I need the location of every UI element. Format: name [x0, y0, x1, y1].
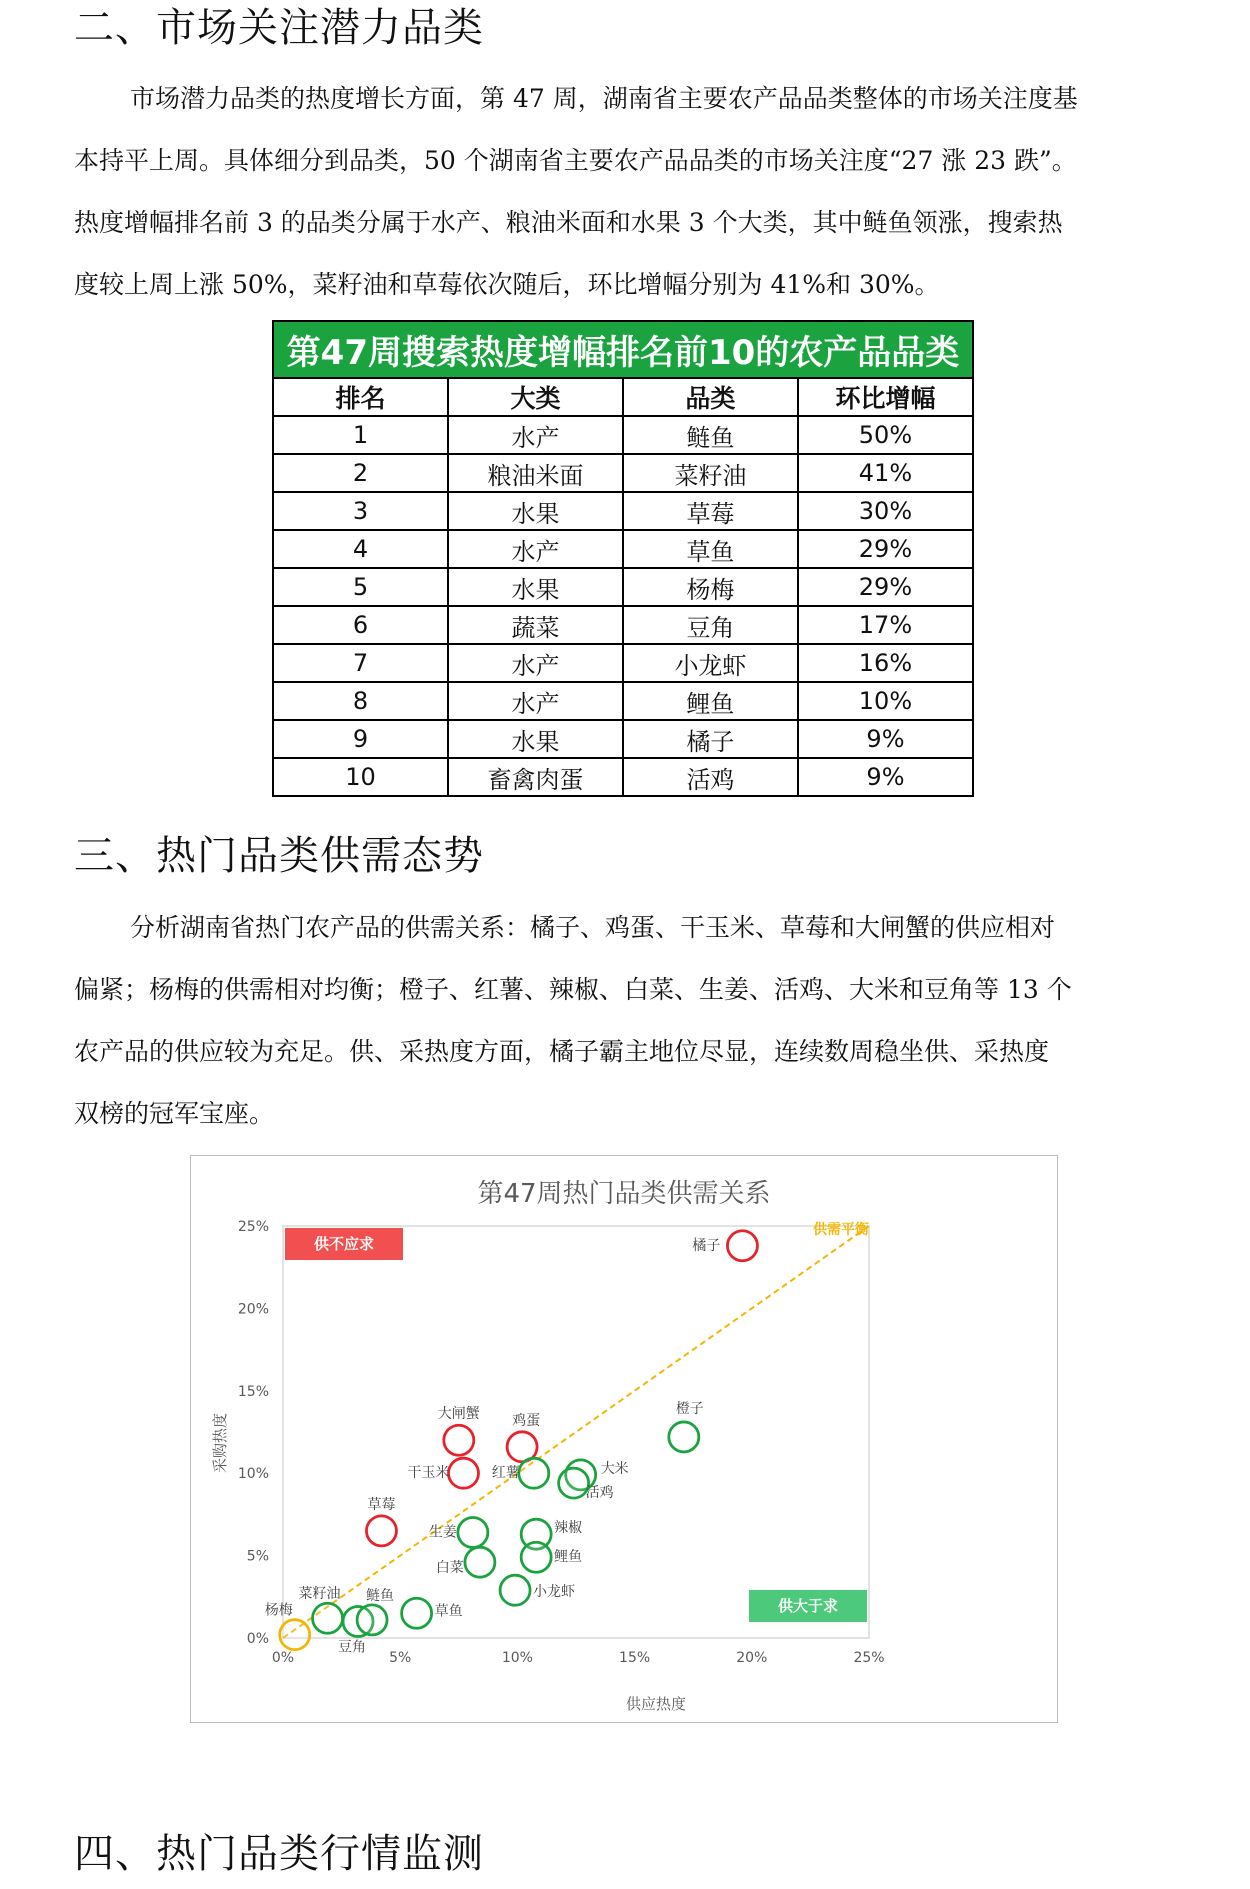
para-line: 分析湖南省热门农产品的供需关系：橘子、鸡蛋、干玉米、草莓和大闸蟹的供应相对 — [130, 913, 1056, 942]
table-cell: 8 — [273, 682, 448, 720]
para-line: 农产品的供应较为充足。供、采热度方面，橘子霸主地位尽显，连续数周稳坐供、采热度 — [74, 1037, 1050, 1066]
y-tick-label: 5% — [246, 1548, 269, 1565]
table-cell: 粮油米面 — [448, 454, 623, 492]
table-cell: 10% — [798, 682, 973, 720]
top10-table — [272, 320, 974, 797]
table-header: 大类 — [448, 378, 623, 416]
data-point — [519, 1458, 549, 1488]
table-cell: 9 — [273, 720, 448, 758]
table-cell: 鲢鱼 — [623, 416, 798, 454]
para-line: 双榜的冠军宝座。 — [74, 1099, 275, 1128]
point-label: 白菜 — [435, 1560, 464, 1577]
table-cell: 水产 — [448, 416, 623, 454]
table-cell: 29% — [798, 530, 973, 568]
table-row — [273, 416, 973, 454]
para-line: 偏紧；杨梅的供需相对均衡；橙子、红薯、辣椒、白菜、生姜、活鸡、大米和豆角等 13 个 — [74, 975, 1072, 1004]
point-label: 小龙虾 — [533, 1584, 576, 1601]
table-cell: 杨梅 — [623, 568, 798, 606]
data-point — [280, 1620, 310, 1650]
zone-label: 供不应求 — [313, 1235, 375, 1253]
table-cell: 草鱼 — [623, 530, 798, 568]
point-label: 鸡蛋 — [512, 1412, 541, 1429]
point-label: 草鱼 — [434, 1603, 463, 1620]
supply-demand-chart — [190, 1155, 1058, 1723]
section2-heading: 二、市场关注潜力品类 — [74, 5, 484, 51]
table-cell: 9% — [798, 720, 973, 758]
point-label: 豆角 — [338, 1639, 367, 1656]
data-point — [366, 1516, 396, 1546]
data-point — [313, 1603, 343, 1633]
point-label: 生姜 — [428, 1524, 457, 1541]
table-header: 品类 — [623, 378, 798, 416]
table-cell: 2 — [273, 454, 448, 492]
table-row — [273, 568, 973, 606]
table-cell: 水果 — [448, 492, 623, 530]
table-cell: 蔬菜 — [448, 606, 623, 644]
point-label: 橘子 — [692, 1237, 721, 1254]
para-line: 度较上周上涨 50%，菜籽油和草莓依次随后，环比增幅分别为 41%和 30%。 — [74, 270, 940, 299]
data-point — [458, 1518, 488, 1548]
table-cell: 水产 — [448, 530, 623, 568]
x-tick-label: 20% — [736, 1650, 768, 1666]
para-line: 本持平上周。具体细分到品类，50 个湖南省主要农产品品类的市场关注度“27 涨 23 跌”。 — [74, 146, 1077, 175]
table-cell: 7 — [273, 644, 448, 682]
table-row — [273, 530, 973, 568]
table-cell: 16% — [798, 644, 973, 682]
table-row — [273, 758, 973, 796]
table-cell: 草莓 — [623, 492, 798, 530]
table-cell: 畜禽肉蛋 — [448, 758, 623, 796]
table-cell: 30% — [798, 492, 973, 530]
point-label: 鲤鱼 — [554, 1549, 583, 1566]
plot-area — [283, 1226, 869, 1638]
table-cell: 10 — [273, 758, 448, 796]
section3-paragraph — [74, 897, 1178, 1145]
section3-heading: 三、热门品类供需态势 — [74, 833, 484, 879]
table-cell: 1 — [273, 416, 448, 454]
zone-label: 供大于求 — [777, 1597, 839, 1615]
balance-line-label: 供需平衡 — [813, 1222, 869, 1238]
table-cell: 29% — [798, 568, 973, 606]
point-label: 草莓 — [367, 1496, 396, 1513]
table-cell: 6 — [273, 606, 448, 644]
y-tick-label: 10% — [237, 1466, 269, 1483]
table-cell: 豆角 — [623, 606, 798, 644]
section2-paragraph — [74, 68, 1178, 316]
data-point — [465, 1547, 495, 1577]
table-cell: 3 — [273, 492, 448, 530]
table-cell: 小龙虾 — [623, 644, 798, 682]
point-label: 鲢鱼 — [366, 1587, 395, 1604]
table-cell: 41% — [798, 454, 973, 492]
table-cell: 水果 — [448, 720, 623, 758]
table-cell: 5 — [273, 568, 448, 606]
point-label: 大米 — [600, 1460, 629, 1477]
data-point — [402, 1598, 432, 1628]
table-row — [273, 454, 973, 492]
point-label: 菜籽油 — [298, 1586, 341, 1603]
point-label: 辣椒 — [554, 1520, 583, 1537]
data-point — [448, 1458, 478, 1488]
point-label: 活鸡 — [585, 1485, 614, 1502]
x-tick-label: 15% — [619, 1650, 651, 1666]
table-cell: 橘子 — [623, 720, 798, 758]
data-point — [559, 1468, 589, 1498]
data-point — [669, 1422, 699, 1452]
point-label: 杨梅 — [264, 1602, 293, 1619]
scatter-plot — [191, 1156, 1057, 1722]
para-line: 热度增幅排名前 3 的品类分属于水产、粮油米面和水果 3 个大类，其中鲢鱼领涨，搜索热 — [74, 208, 1063, 237]
y-tick-label: 0% — [246, 1631, 269, 1647]
table-row — [273, 720, 973, 758]
y-tick-label: 25% — [237, 1219, 269, 1235]
point-label: 大闸蟹 — [437, 1406, 480, 1423]
table-row — [273, 492, 973, 530]
table-row — [273, 644, 973, 682]
data-point — [500, 1575, 530, 1605]
table-header: 排名 — [273, 378, 448, 416]
x-tick-label: 0% — [271, 1650, 295, 1666]
table-cell: 活鸡 — [623, 758, 798, 796]
table-cell: 水产 — [448, 682, 623, 720]
table-header-row — [273, 378, 973, 416]
table-cell: 9% — [798, 758, 973, 796]
table-cell: 50% — [798, 416, 973, 454]
table-row — [273, 606, 973, 644]
point-label: 橙子 — [675, 1400, 704, 1417]
y-tick-label: 15% — [237, 1383, 269, 1400]
data-point — [444, 1425, 474, 1455]
chart-title: 第47周热门品类供需关系 — [477, 1179, 771, 1209]
table-cell: 4 — [273, 530, 448, 568]
balance-line — [283, 1226, 869, 1638]
table-header: 环比增幅 — [798, 378, 973, 416]
table-title: 第47周搜索热度增幅排名前10的农产品品类 — [273, 321, 973, 378]
data-point — [521, 1542, 551, 1572]
y-tick-label: 20% — [237, 1301, 269, 1318]
x-tick-label: 25% — [853, 1650, 885, 1666]
table-cell: 菜籽油 — [623, 454, 798, 492]
data-point — [727, 1231, 757, 1261]
x-tick-label: 10% — [501, 1650, 533, 1666]
table-cell: 鲤鱼 — [623, 682, 798, 720]
table-cell: 17% — [798, 606, 973, 644]
y-axis-label: 采购热度 — [211, 1412, 229, 1474]
para-line: 市场潜力品类的热度增长方面，第 47 周，湖南省主要农产品品类整体的市场关注度基 — [130, 84, 1078, 113]
point-label: 干玉米 — [407, 1465, 450, 1482]
x-axis-label: 供应热度 — [625, 1695, 687, 1713]
table-row — [273, 682, 973, 720]
data-point — [357, 1605, 387, 1635]
section4-heading: 四、热门品类行情监测 — [74, 1831, 484, 1877]
table-cell: 水果 — [448, 568, 623, 606]
table-cell: 水产 — [448, 644, 623, 682]
point-label: 红薯 — [491, 1465, 520, 1482]
x-tick-label: 5% — [389, 1650, 412, 1666]
